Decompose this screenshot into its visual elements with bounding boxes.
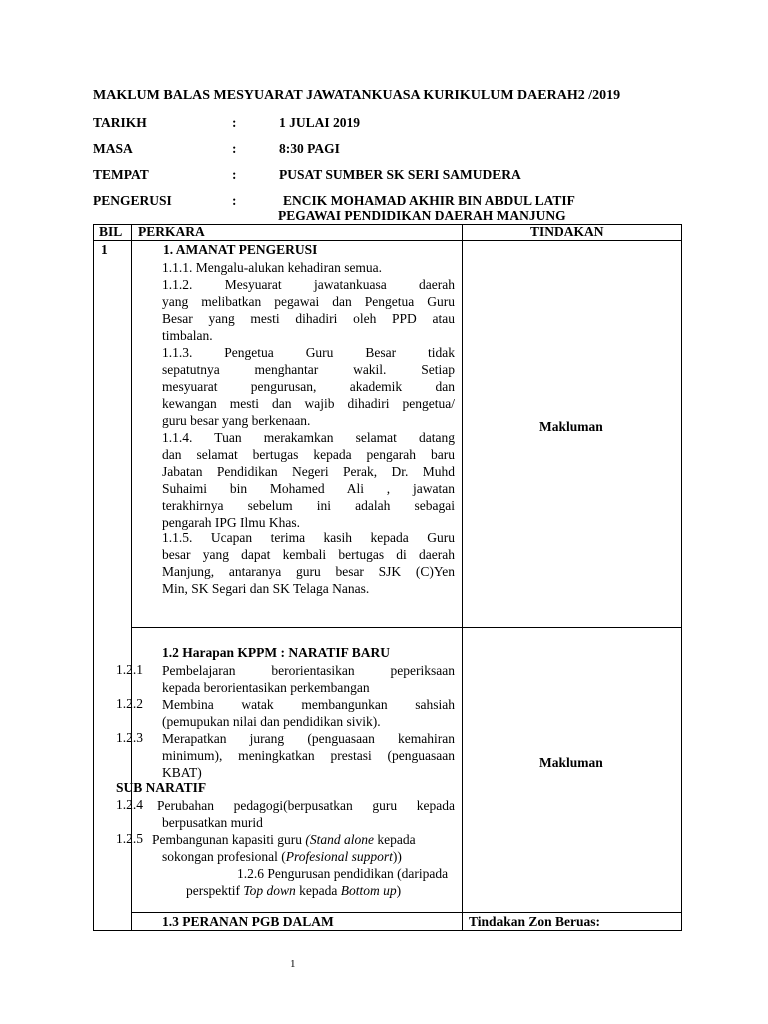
text: Top down — [243, 883, 296, 898]
line: 1.1.5. Ucapan terima kasih kepada Guru — [162, 530, 455, 545]
masa-value: 8:30 PAGI — [279, 141, 340, 156]
pengerusi-name: ENCIK MOHAMAD AKHIR BIN ABDUL LATIF — [283, 193, 575, 208]
item-1-2-3-number: 1.2.3 — [116, 730, 143, 745]
pengerusi-position: PEGAWAI PENDIDIKAN DAERAH MANJUNG — [278, 208, 566, 223]
item-1-2-1-number: 1.2.1 — [116, 662, 143, 677]
line: Min, SK Segari dan SK Telaga Nanas. — [162, 581, 370, 596]
line: timbalan. — [162, 328, 213, 343]
line: 1.1.1. Mengalu-alukan kehadiran semua. — [162, 260, 383, 275]
line: Suhaimi bin Mohamed Ali , jawatan — [162, 481, 455, 496]
pengerusi-label: PENGERUSI — [93, 193, 172, 208]
line: besar yang dapat kembali bertugas di daerah — [162, 547, 455, 562]
item-1-2-5-number: 1.2.5 — [116, 831, 143, 846]
line: kepada berorientasikan perkembangan — [162, 680, 370, 695]
section-1-title: 1. AMANAT PENGERUSI — [163, 242, 318, 257]
document-title: MAKLUM BALAS MESYUARAT JAWATANKUASA KURIKULUM DAERAH2 /2019 — [93, 88, 621, 103]
line: Pembelajaran berorientasikan peperiksaan — [162, 663, 455, 678]
header-perkara: PERKARA — [138, 224, 205, 239]
line: 1.1.4. Tuan merakamkan selamat datang — [162, 430, 455, 445]
line: Besar yang mesti dihadiri oleh PPD atau — [162, 311, 455, 326]
text: (Stand alone — [305, 832, 374, 847]
header-bil: BIL — [99, 224, 123, 239]
item-1-1-1 — [162, 259, 455, 276]
line: 1.2.6 Pengurusan pendidikan (daripada — [237, 866, 449, 881]
tempat-value: PUSAT SUMBER SK SERI SAMUDERA — [279, 167, 521, 182]
text: Bottom up — [340, 883, 397, 898]
line: 1.1.3. Pengetua Guru Besar tidak — [162, 345, 455, 360]
text: sokongan profesional ( — [162, 849, 286, 864]
item-1-2-5 — [152, 831, 455, 865]
masa-label: MASA — [93, 141, 133, 156]
pengerusi-colon: : — [232, 193, 237, 208]
tarikh-value: 1 JULAI 2019 — [279, 115, 361, 130]
page-number: 1 — [290, 958, 296, 970]
tempat-label: TEMPAT — [93, 167, 149, 182]
item-1-2-2-number: 1.2.2 — [116, 696, 143, 711]
line — [152, 848, 455, 865]
line — [152, 831, 455, 848]
text: kepada — [295, 883, 341, 898]
line: minimum), meningkatkan prestasi (penguasaan — [162, 748, 455, 763]
item-1-1-4 — [162, 429, 455, 531]
text: Pembangunan kapasiti guru — [152, 832, 306, 847]
item-1-1-5 — [162, 529, 455, 597]
tempat-colon: : — [232, 167, 237, 182]
line: mesyuarat pengurusan, akademik dan — [162, 379, 455, 394]
line: Membina watak membangunkan sahsiah — [162, 697, 455, 712]
text: kepada — [373, 832, 416, 847]
line: Merapatkan jurang (penguasaan kemahiran — [162, 731, 455, 746]
bil-1: 1 — [101, 242, 108, 257]
line — [186, 882, 455, 899]
section-3-title: 1.3 PERANAN PGB DALAM — [162, 914, 334, 929]
section-2-title: 1.2 Harapan KPPM : NARATIF BARU — [162, 645, 390, 660]
item-1-2-1 — [162, 662, 455, 696]
item-1-2-3 — [162, 730, 455, 781]
item-1-1-3 — [162, 344, 455, 429]
text: )) — [392, 849, 402, 864]
tarikh-label: TARIKH — [93, 115, 147, 130]
line: berpusatkan murid — [162, 815, 263, 830]
line: 1.1.2. Mesyuarat jawatankuasa daerah — [162, 277, 455, 292]
line: (pemupukan nilai dan pendidikan sivik). — [162, 714, 381, 729]
item-1-2-6 — [186, 865, 455, 899]
line: guru besar yang berkenaan. — [162, 413, 311, 428]
line: kewangan mesti dan wajib dihadiri pengetua/ — [162, 396, 455, 411]
tindakan-3: Tindakan Zon Beruas: — [469, 914, 601, 929]
line: pengarah IPG Ilmu Khas. — [162, 515, 300, 530]
line: Perubahan pedagogi(berpusatkan guru kepada — [157, 798, 455, 813]
item-1-1-2 — [162, 276, 455, 344]
line: Manjung, antaranya guru besar SJK (C)Yen — [162, 564, 455, 579]
sub-naratif-heading: SUB NARATIF — [116, 780, 207, 795]
tindakan-1: Makluman — [539, 419, 603, 434]
line: yang melibatkan pegawai dan Pengetua Guru — [162, 294, 455, 309]
line: Jabatan Pendidikan Negeri Perak, Dr. Muhd — [162, 464, 455, 479]
text: Profesional support — [285, 849, 393, 864]
masa-colon: : — [232, 141, 237, 156]
line: KBAT) — [162, 765, 202, 780]
line: dan selamat bertugas kepada pengarah baru — [162, 447, 455, 462]
tarikh-colon: : — [232, 115, 237, 130]
tindakan-2: Makluman — [539, 755, 603, 770]
item-1-2-4-number: 1.2.4 — [116, 797, 143, 812]
header-tindakan: TINDAKAN — [530, 224, 604, 239]
text: perspektif — [186, 883, 244, 898]
item-1-2-4 — [157, 797, 455, 831]
text: ) — [396, 883, 402, 898]
item-1-2-2 — [162, 696, 455, 730]
line: terakhirnya sebelum ini adalah sebagai — [162, 498, 455, 513]
line: sepatutnya menghantar wakil. Setiap — [162, 362, 455, 377]
